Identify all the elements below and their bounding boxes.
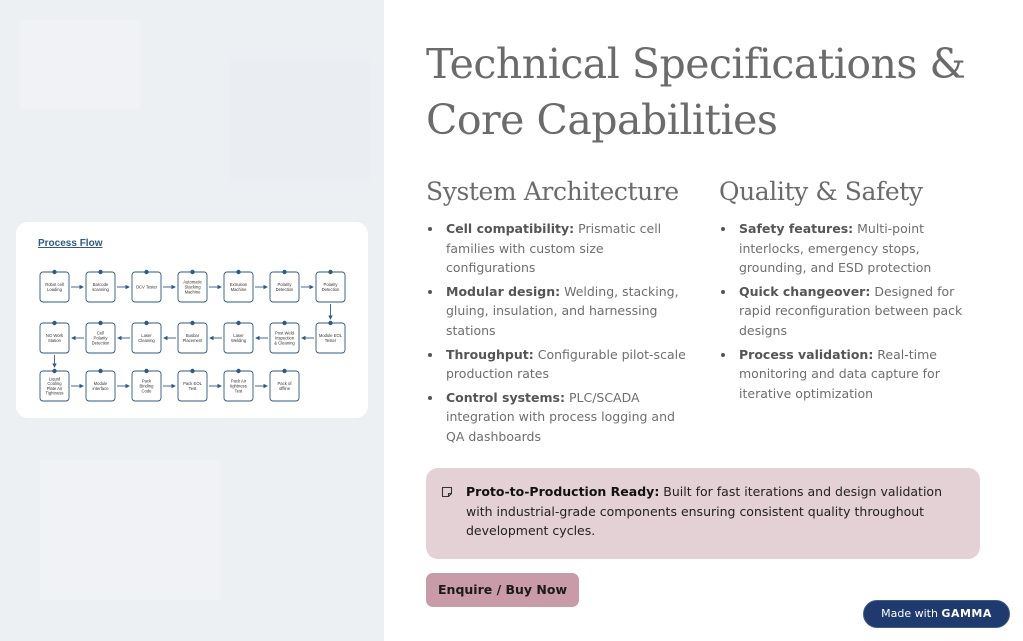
item-text: Prismatic cell families with custom size configurations — [446, 221, 662, 276]
svg-text:Cell: Cell — [96, 330, 105, 336]
svg-text:Binding: Binding — [139, 383, 154, 389]
item-label: Control systems: — [446, 389, 565, 405]
system-architecture-heading: System Architecture — [426, 177, 679, 206]
quality-safety-heading: Quality & Safety — [719, 177, 923, 206]
system-architecture-section — [426, 176, 691, 451]
flow-node — [178, 321, 207, 353]
flow-node — [224, 321, 253, 353]
svg-text:Inspection: Inspection — [274, 335, 295, 341]
callout-text — [466, 482, 966, 541]
bullet-icon — [721, 353, 725, 357]
item-label: Safety features: — [739, 221, 854, 236]
content-area — [384, 0, 1023, 641]
flow-node — [270, 369, 299, 401]
svg-text:Placement: Placement — [182, 337, 203, 343]
svg-text:Automatic: Automatic — [183, 279, 202, 285]
item-text: Multi-point interlocks, emergency stops, grounding, and ESD protection — [739, 221, 932, 276]
svg-text:OCV Tester: OCV Tester — [135, 284, 158, 290]
svg-text:Polarity: Polarity — [93, 335, 108, 341]
list-item — [426, 282, 691, 341]
svg-text:Busbar: Busbar — [185, 333, 200, 339]
svg-text:Module: Module — [93, 381, 108, 387]
callout-body: Built for fast iterations and design validation with industrial-grade components ensuring consistent quality throughout development cycles. — [466, 484, 942, 539]
svg-text:Tightness: Tightness — [45, 390, 64, 396]
flow-node — [40, 321, 69, 353]
flow-node — [224, 369, 253, 401]
gamma-logo: GAMMA — [941, 607, 992, 620]
flow-node — [270, 321, 299, 353]
svg-text:interface: interface — [92, 385, 109, 391]
process-flow-card — [16, 222, 368, 418]
svg-text:Pack: Pack — [141, 378, 152, 384]
quality-safety-list — [719, 219, 989, 403]
flow-node — [86, 321, 115, 353]
svg-text:NG Work: NG Work — [45, 333, 64, 339]
svg-text:Machine: Machine — [184, 289, 201, 295]
item-label: Modular design: — [446, 283, 561, 299]
item-label: Cell compatibility: — [446, 221, 575, 236]
svg-text:Pack EOL: Pack EOL — [183, 381, 202, 387]
made-with-gamma-badge[interactable] — [863, 600, 1010, 628]
callout-label: Proto-to-Production Ready: — [466, 484, 660, 499]
svg-text:Barcode: Barcode — [92, 282, 109, 288]
flow-node — [178, 369, 207, 401]
flow-node — [40, 369, 69, 401]
flow-node — [132, 321, 161, 353]
svg-text:Polarity: Polarity — [277, 282, 292, 288]
item-text: PLC/SCADA integration with process logging and QA dashboards — [446, 389, 675, 444]
svg-text:Stacking: Stacking — [184, 284, 201, 290]
flow-node — [40, 270, 69, 302]
item-label: Quick changeover: — [739, 283, 871, 299]
page-title: Technical Specifications & Core Capabilities — [426, 40, 966, 144]
svg-text:Cooling: Cooling — [47, 381, 62, 387]
svg-text:Extrusion: Extrusion — [229, 282, 248, 288]
svg-text:Plate Air: Plate Air — [46, 385, 63, 391]
svg-text:Pack of: Pack of — [277, 381, 292, 387]
svg-text:Post Weld: Post Weld — [274, 330, 295, 336]
flow-node — [86, 270, 115, 302]
svg-text:Tester: Tester — [324, 337, 337, 343]
list-item — [426, 345, 691, 384]
svg-text:Machine: Machine — [230, 286, 247, 292]
svg-text:Test: Test — [188, 385, 197, 391]
item-label: Throughput: — [446, 346, 534, 362]
list-item — [426, 219, 691, 278]
note-icon — [441, 486, 453, 498]
svg-text:Code: Code — [141, 388, 152, 394]
process-flow-title: Process Flow — [38, 238, 103, 249]
svg-text:Laser: Laser — [233, 333, 244, 339]
item-text: Welding, stacking, gluing, insulation, and harnessing stations — [446, 283, 679, 338]
svg-text:tightness: tightness — [230, 383, 247, 389]
svg-text:Pack Air: Pack Air — [230, 378, 247, 384]
svg-text:Module EOL: Module EOL — [318, 333, 343, 339]
bullet-icon — [721, 227, 725, 231]
flow-node — [270, 270, 299, 302]
svg-text:Station: Station — [47, 337, 62, 343]
enquire-buy-button[interactable]: Enquire / Buy Now — [426, 573, 579, 607]
svg-text:scanning: scanning — [92, 286, 109, 292]
left-panel — [0, 0, 384, 641]
flow-node — [316, 270, 345, 302]
svg-text:Detection: Detection — [275, 286, 294, 292]
item-text: Configurable pilot-scale production rates — [446, 346, 686, 382]
list-item — [719, 345, 989, 404]
quality-safety-section — [719, 176, 989, 407]
svg-text:Laser: Laser — [141, 333, 152, 339]
svg-text:offline: offline — [278, 385, 291, 391]
svg-text:Liquid: Liquid — [48, 376, 61, 382]
bullet-icon — [721, 290, 725, 294]
svg-text:Loading: Loading — [47, 286, 62, 292]
flow-node — [178, 270, 207, 302]
flow-node — [132, 369, 161, 401]
list-item — [719, 219, 989, 278]
svg-text:Test: Test — [234, 388, 243, 394]
flow-node — [224, 270, 253, 302]
item-label: Process validation: — [739, 346, 874, 362]
svg-text:Cleaning: Cleaning — [138, 337, 155, 343]
list-item — [426, 388, 691, 447]
svg-text:Robot cell: Robot cell — [45, 282, 64, 288]
flow-node — [132, 270, 161, 302]
svg-text:Detection: Detection — [321, 286, 340, 292]
list-item — [719, 282, 989, 341]
flow-node — [316, 321, 345, 353]
bullet-icon — [428, 396, 432, 400]
bullet-icon — [428, 227, 432, 231]
flow-node — [86, 369, 115, 401]
svg-text:Polarity: Polarity — [323, 282, 338, 288]
item-text: Real-time monitoring and data capture for iterative optimization — [739, 346, 940, 401]
callout-box — [426, 468, 980, 559]
item-text: Designed for rapid reconfiguration between pack designs — [739, 283, 963, 338]
svg-text:Detection: Detection — [91, 340, 110, 346]
svg-text:& Cleaning: & Cleaning — [274, 340, 295, 346]
process-flow-diagram — [16, 222, 368, 418]
system-architecture-list — [426, 219, 691, 447]
badge-prefix: Made with — [881, 607, 942, 620]
bullet-icon — [428, 353, 432, 357]
svg-text:Welding: Welding — [230, 337, 247, 343]
bullet-icon — [428, 290, 432, 294]
